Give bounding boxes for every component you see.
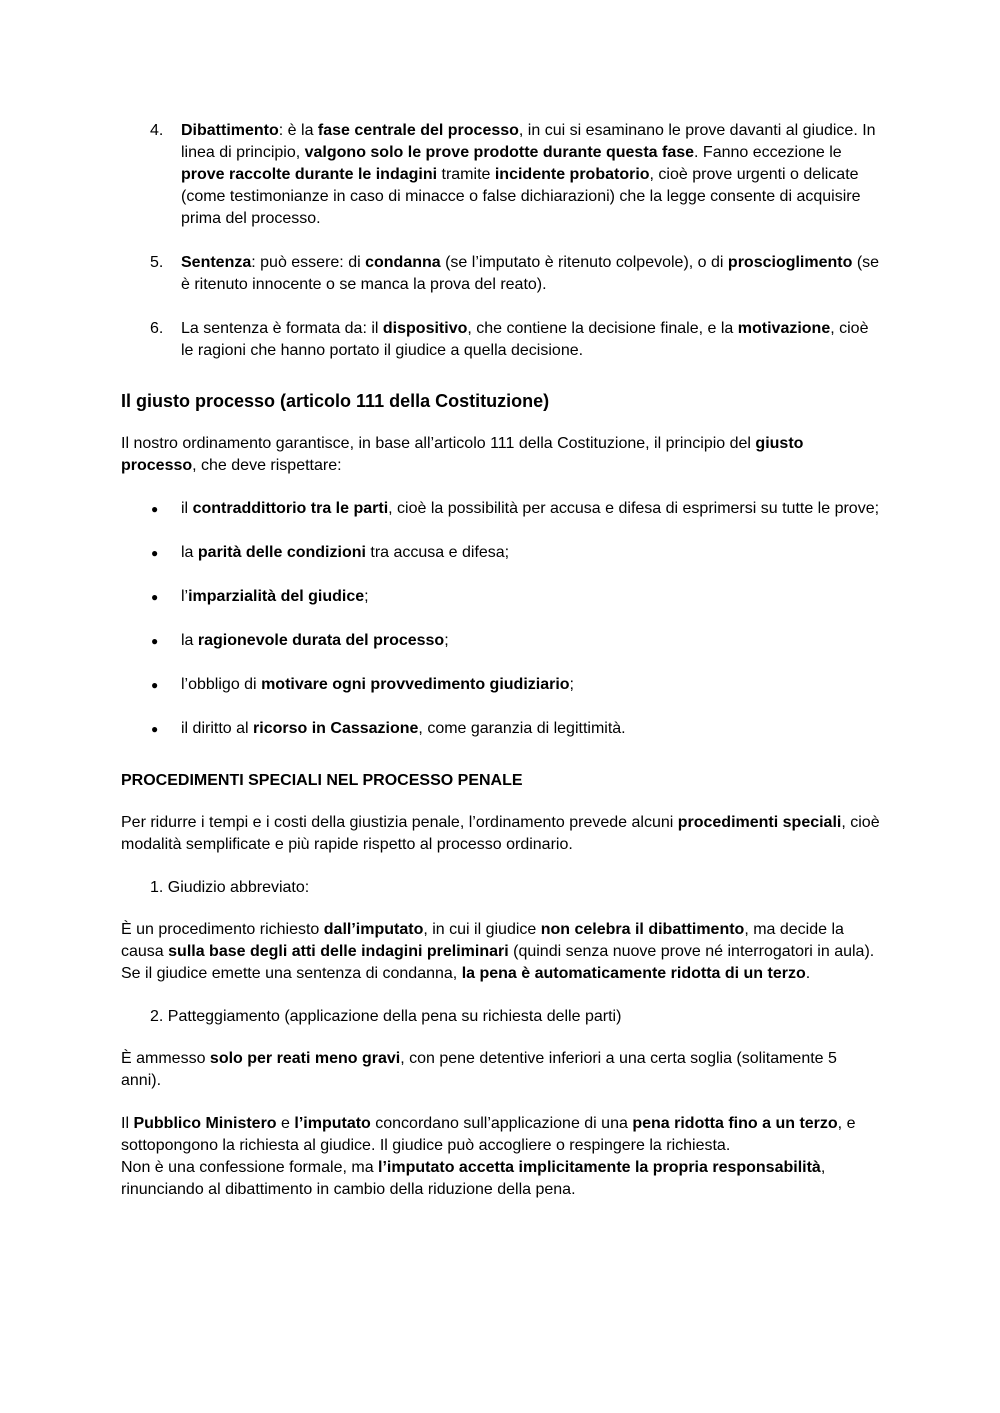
list-item [121,498,881,520]
bold-text: dispositivo [382,320,468,337]
text-run: La sentenza è formata da: il [181,320,383,337]
list-item [121,718,881,740]
text-run: , che contiene la decisione finale, e la [467,320,738,337]
list-item-text [181,498,881,520]
list-item-text [181,318,881,362]
bold-text: imparzialità del giudice [188,588,365,605]
text-run: ; [364,588,369,605]
bullet-icon: ● [151,546,159,560]
giusto-processo-intro [121,433,881,477]
text-run: , e sottopongono la richiesta al giudice. Il giudice può accogliere o respingere la richiesta. [121,1115,856,1154]
text-run: l’obbligo di [181,676,262,693]
section-heading-procedimenti-speciali: PROCEDIMENTI SPECIALI NEL PROCESSO PENALE [121,772,523,789]
list-item-text [181,542,881,564]
text-run: il [181,500,193,517]
bold-text: l’imputato [294,1115,371,1132]
patteggiamento-paragraph-1 [121,1048,881,1092]
list-item-text [181,630,881,652]
bold-text: la pena è automaticamente ridotta di un terzo [461,965,806,982]
text-run: , cioè modalità semplificate e più rapide rispetto al processo ordinario. [121,814,880,853]
text-run: È ammesso [121,1050,210,1067]
bold-text: motivazione [737,320,831,337]
text-run: : è la [278,122,318,139]
text-run: , rinunciando al dibattimento in cambio della riduzione della pena. [121,1159,826,1198]
text-run: . [805,965,811,982]
bullet-icon: ● [151,678,159,692]
bold-text: prove raccolte durante le indagini [181,166,438,183]
bold-text: giusto processo [121,435,804,474]
text-run: , cioè prove urgenti o delicate (come testimonianze in caso di minacce o false dichiarazioni) che la legge consente di acquisire prima del processo. [181,166,861,227]
bullet-icon: ● [151,634,159,648]
text-run: (quindi senza nuove prove né interrogatori in aula). Se il giudice emette una sentenza di condanna, [121,943,875,982]
bold-text: Pubblico Ministero [133,1115,277,1132]
bold-text: l’imputato accetta implicitamente la propria responsabilità [378,1159,821,1176]
list-number: 5. [150,254,164,271]
text-run: (se è ritenuto innocente o se manca la prova del reato). [181,254,880,293]
text-run: l’ [181,588,189,605]
bold-text: pena ridotta fino a un terzo [632,1115,838,1132]
text-run: il diritto al [181,720,254,737]
bold-text: Dibattimento [181,122,279,139]
list-item [121,252,881,296]
text-run: Il nostro ordinamento garantisce, in base all’articolo 111 della Costituzione, il principio del [121,435,756,452]
list-item [121,542,881,564]
list-number: 6. [150,320,164,337]
bold-text: contraddittorio tra le parti [192,500,389,517]
bullet-icon: ● [151,502,159,516]
trial-phases-list [121,120,881,362]
text-run: la [181,544,198,561]
text-run: ; [444,632,449,649]
list-number: 4. [150,122,164,139]
giudizio-abbreviato-paragraph [121,919,881,985]
list-item [121,120,881,230]
bold-text: ragionevole durata del processo [197,632,445,649]
text-run: , cioè la possibilità per accusa e difesa di esprimersi su tutte le prove; [388,500,880,517]
text-run: , in cui il giudice [423,921,541,938]
list-item [121,674,881,696]
bullet-icon: ● [151,722,159,736]
bold-text: valgono solo le prove prodotte durante questa fase [304,144,695,161]
bold-text: non celebra il dibattimento [540,921,745,938]
text-run: concordano sull’applicazione di una [370,1115,633,1132]
list-item [121,318,881,362]
bold-text: condanna [365,254,441,271]
list-item [121,586,881,608]
text-run: e [276,1115,295,1132]
list-item-text [181,120,881,230]
bold-text: dall’imputato [323,921,424,938]
bold-text: solo per reati meno gravi [209,1050,401,1067]
text-run: la [181,632,198,649]
text-run: È un procedimento richiesto [121,921,324,938]
patteggiamento-paragraph-2 [121,1113,881,1157]
bullet-icon: ● [151,590,159,604]
patteggiamento-paragraph-3 [121,1157,881,1201]
list-item-text [181,674,881,696]
text-run: , in cui si esaminano le prove davanti al giudice. In linea di principio, [181,122,876,161]
bold-text: incidente probatorio [494,166,650,183]
giusto-processo-principles-list [121,498,881,740]
bold-text: parità delle condizioni [197,544,366,561]
text-run: , ma decide la causa [121,921,844,960]
bold-text: fase centrale del processo [317,122,519,139]
text-run: Il [121,1115,134,1132]
procedimenti-speciali-intro [121,812,881,856]
list-item-text [181,718,881,740]
list-item-text [181,586,881,608]
text-run: , con pene detentive inferiori a una certa soglia (solitamente 5 anni). [121,1050,837,1089]
text-run: , cioè le ragioni che hanno portato il giudice a quella decisione. [181,320,869,359]
text-run: : può essere: di [251,254,366,271]
subheading-patteggiamento: 2. Patteggiamento (applicazione della pena su richiesta delle parti) [150,1008,622,1025]
text-run: ; [569,676,574,693]
text-run: . Fanno eccezione le [694,144,842,161]
bold-text: Sentenza [181,254,252,271]
section-heading-giusto-processo: Il giusto processo (articolo 111 della Costituzione) [121,391,550,411]
list-item-text [181,252,881,296]
bold-text: procedimenti speciali [677,814,842,831]
text-run: Non è una confessione formale, ma [121,1159,379,1176]
text-run: , che deve rispettare: [192,457,342,474]
text-run: , come garanzia di legittimità. [418,720,626,737]
text-run: Per ridurre i tempi e i costi della giustizia penale, l’ordinamento prevede alcuni [121,814,678,831]
document-page [121,120,881,1201]
list-item [121,630,881,652]
bold-text: sulla base degli atti delle indagini preliminari [168,943,509,960]
bold-text: proscioglimento [727,254,853,271]
text-run: (se l’imputato è ritenuto colpevole), o di [440,254,728,271]
text-run: tra accusa e difesa; [365,544,510,561]
bold-text: ricorso in Cassazione [253,720,419,737]
text-run: tramite [437,166,495,183]
bold-text: motivare ogni provvedimento giudiziario [261,676,570,693]
subheading-giudizio-abbreviato: 1. Giudizio abbreviato: [150,879,310,896]
